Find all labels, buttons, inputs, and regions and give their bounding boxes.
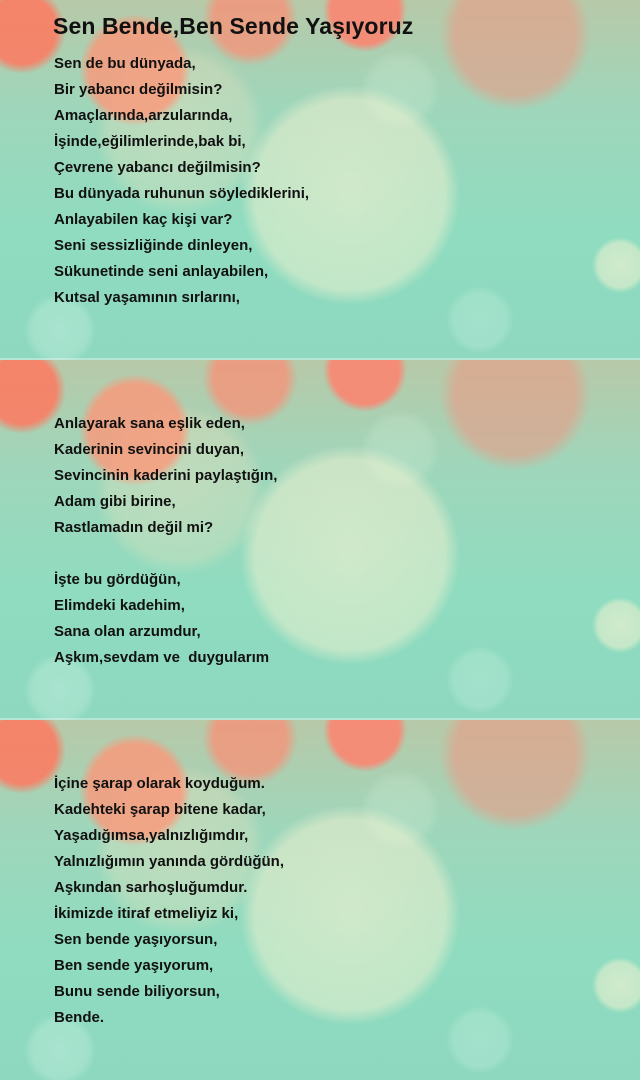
poem-line: Sükunetinde seni anlayabilen,: [54, 263, 269, 280]
poem-stanza-2-lines: [54, 411, 277, 671]
poem-line: İşinde,eğilimlerinde,bak bi,: [54, 133, 246, 150]
poem-line: Sen de bu dünyada,: [54, 55, 196, 72]
poem-line: Bende.: [54, 1009, 105, 1026]
poem-line: Ben sende yaşıyorum,: [54, 957, 214, 974]
poem-line: Çevrene yabancı değilmisin?: [54, 159, 261, 176]
poem-panel-1: [0, 0, 640, 360]
poem-line-blank: [54, 541, 277, 567]
poem-line: Aşkından sarhoşluğumdur.: [54, 879, 248, 896]
poem-panel-3: [0, 720, 640, 1080]
poem-line: Rastlamadın değil mi?: [54, 519, 214, 536]
poem-line: Seni sessizliğinde dinleyen,: [54, 237, 253, 254]
poem-line: Kaderinin sevincini duyan,: [54, 441, 245, 458]
poem-line: İşte bu gördüğün,: [54, 571, 181, 588]
poem-stanza-1: [54, 51, 309, 311]
poem-line: Yaşadığımsa,yalnızlığımdır,: [54, 827, 249, 844]
poem-line: Bunu sende biliyorsun,: [54, 983, 220, 1000]
poem-line: Elimdeki kadehim,: [54, 597, 185, 614]
poem-line: Amaçlarında,arzularında,: [54, 107, 233, 124]
poem-line: Bir yabancı değilmisin?: [54, 81, 223, 98]
poem-line: Sevincinin kaderini paylaştığın,: [54, 467, 278, 484]
poem-line: Anlayabilen kaç kişi var?: [54, 211, 233, 228]
poem-panel-2: [0, 360, 640, 720]
poem-line: Sen bende yaşıyorsun,: [54, 931, 218, 948]
poem-stanza-3: [54, 771, 284, 1031]
poem-line: Kadehteki şarap bitene kadar,: [54, 801, 266, 818]
poem-line: Aşkım,sevdam ve duygularım: [54, 649, 270, 666]
poem-line: Adam gibi birine,: [54, 493, 176, 510]
poem-title: Sen Bende,Ben Sende Yaşıyoruz: [53, 13, 414, 39]
poem-line: Yalnızlığımın yanında gördüğün,: [54, 853, 285, 870]
poem-line: Sana olan arzumdur,: [54, 623, 201, 640]
poem-line: Anlayarak sana eşlik eden,: [54, 415, 245, 432]
poem-line: İçine şarap olarak koyduğum.: [54, 775, 265, 792]
poem-line: İkimizde itiraf etmeliyiz ki,: [54, 905, 239, 922]
poem-line: Kutsal yaşamının sırlarını,: [54, 289, 240, 306]
poem-line: Bu dünyada ruhunun söylediklerini,: [54, 185, 310, 202]
